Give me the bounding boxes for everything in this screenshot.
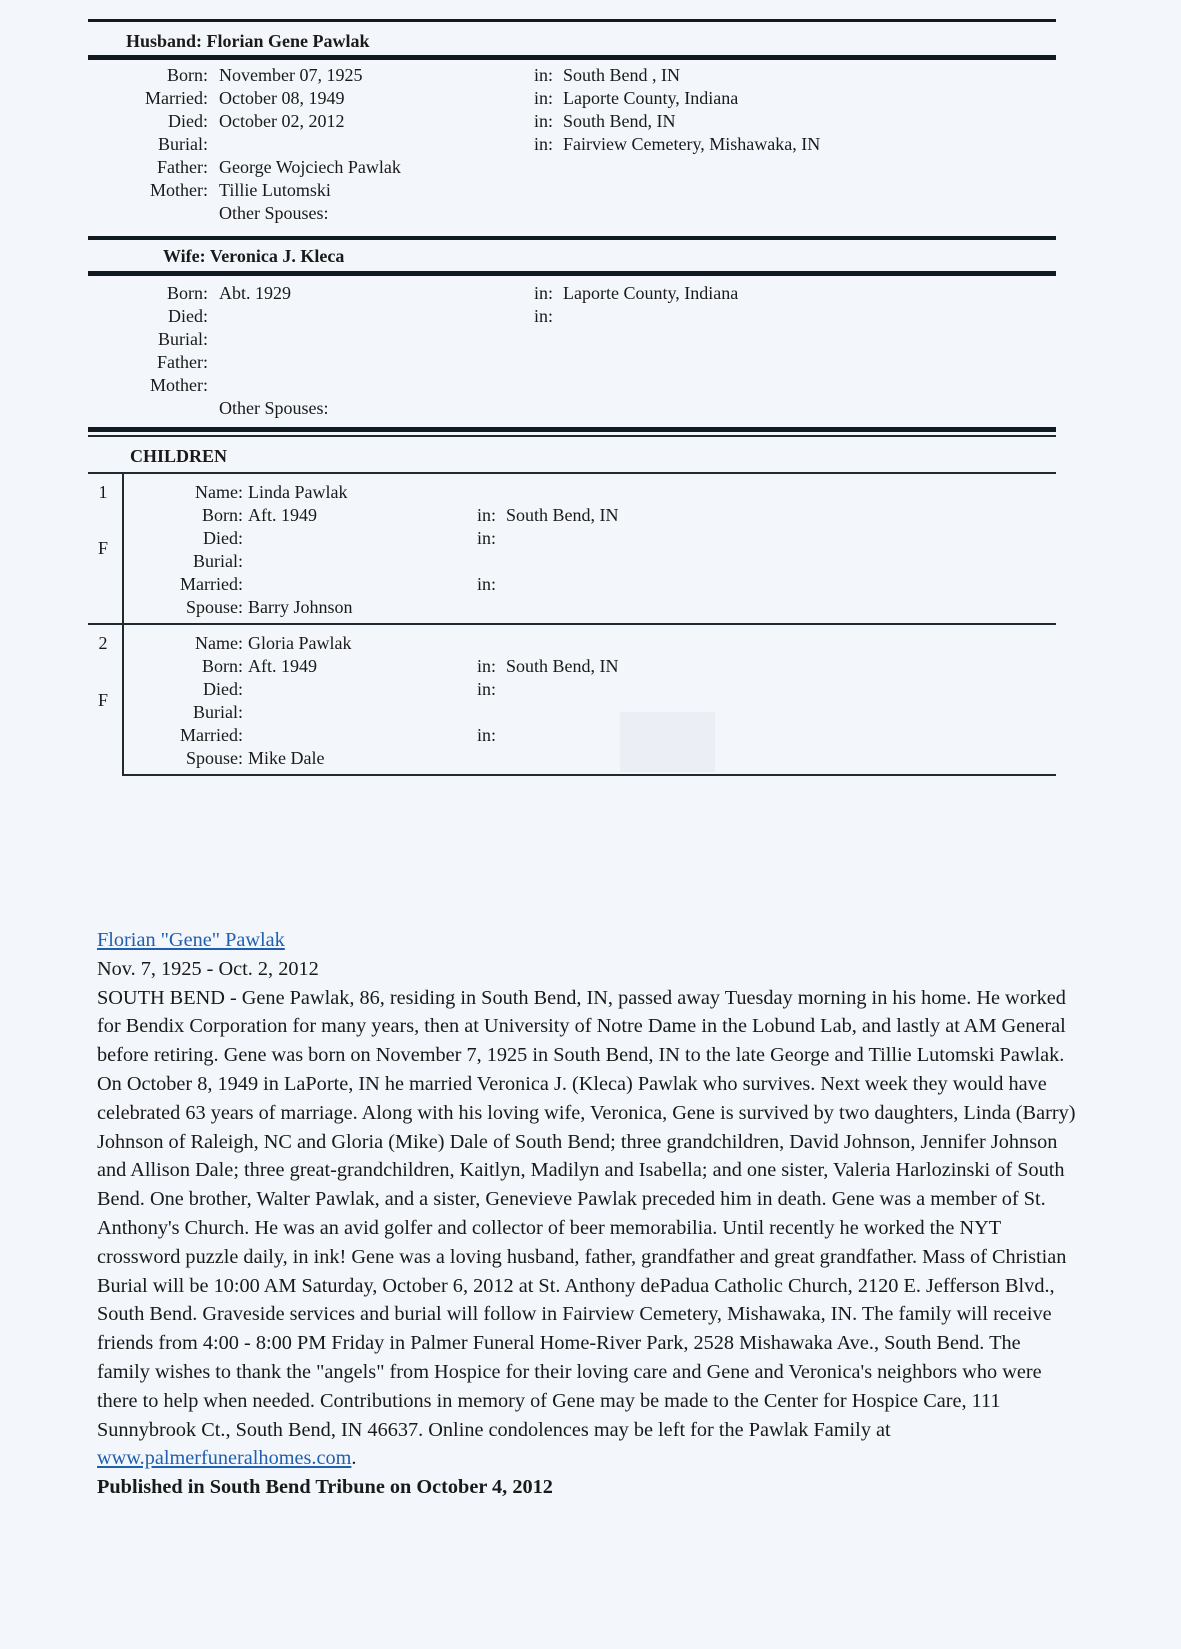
husband-header: Husband: Florian Gene Pawlak <box>126 31 370 51</box>
husband-father-label: Father: <box>157 157 208 177</box>
wife-born-place: Laporte County, Indiana <box>563 283 739 303</box>
paper-smudge <box>620 712 715 772</box>
wife-born-value: Abt. 1929 <box>219 283 291 303</box>
children-header: CHILDREN <box>130 446 228 466</box>
child-1-married-label: Married: <box>180 574 243 594</box>
husband-died-label: Died: <box>168 111 208 131</box>
child-2-born-label: Born: <box>201 656 243 676</box>
child-1-name-value: Linda Pawlak <box>248 482 348 502</box>
husband-name: Florian Gene Pawlak <box>206 31 370 51</box>
children-header-rule <box>88 472 1056 474</box>
wife-mother-label: Mother: <box>150 375 208 395</box>
child-2-sex: F <box>97 690 108 710</box>
child-1-sex: F <box>97 538 108 558</box>
wife-other-spouses: Other Spouses: <box>219 398 329 418</box>
husband-other-spouses: Other Spouses: <box>219 203 329 223</box>
obituary <box>97 926 1077 1502</box>
child-1-number: 1 <box>98 482 108 502</box>
husband-burial-place: Fairview Cemetery, Mishawaka, IN <box>563 134 821 154</box>
obituary-dates: Nov. 7, 1925 - Oct. 2, 2012 <box>97 957 319 980</box>
husband-mother-value: Tillie Lutomski <box>219 180 331 200</box>
child-1-married-in: in: <box>477 574 497 594</box>
wife-born-in: in: <box>534 283 554 303</box>
child-1-born-value: Aft. 1949 <box>248 505 317 525</box>
husband-born-label: Born: <box>166 65 208 85</box>
husband-married-place: Laporte County, Indiana <box>563 88 739 108</box>
child-2-married-label: Married: <box>180 725 243 745</box>
child-1-born-in: in: <box>477 505 497 525</box>
wife-died-label: Died: <box>168 306 208 326</box>
husband-died-value: October 02, 2012 <box>219 111 345 131</box>
children-top-rule-2 <box>88 435 1056 437</box>
child-1-spouse-value: Barry Johnson <box>248 597 353 617</box>
wife-died-in: in: <box>534 306 554 326</box>
child-divider <box>88 623 1056 625</box>
children-bottom-rule <box>122 774 1056 776</box>
wife-born-label: Born: <box>166 283 208 303</box>
child-2-married-in: in: <box>477 725 497 745</box>
child-2-spouse-value: Mike Dale <box>248 748 325 768</box>
child-2-died-in: in: <box>477 679 497 699</box>
obituary-body: SOUTH BEND - Gene Pawlak, 86, residing in South Bend, IN, passed away Tuesday morning in his home. He worked for Bendix Corporation for many years, then at University of Notre Dame in the Lobund Lab, and lastly at AM General before retiring. Gene was born on November 7, 1925 in South Bend, IN to the late George and Tillie Lutomski Pawlak. On October 8, 1949 in LaPorte, IN he married Veronica J. (Kleca) Pawlak who survives. Next week they would have celebrated 63 years of marriage. Along with his loving wife, Veronica, Gene is survived by two daughters, Linda (Barry) Johnson of Raleigh, NC and Gloria (Mike) Dale of South Bend; three grandchildren, David Johnson, Jennifer Johnson and Allison Dale; three great-grandchildren, Kaitlyn, Madilyn and Isabella; and one sister, Valeria Harlozinski of South Bend. One brother, Walter Pawlak, and a sister, Genevieve Pawlak preceded him in death. Gene was a member of St. Anthony's Church. He was an avid golfer and collector of beer memorabilia. Until recently he worked the NYT crossword puzzle daily, in ink! Gene was a loving husband, father, grandfather and great grandfather. Mass of Christian Burial will be 10:00 AM Saturday, October 6, 2012 at St. Anthony dePadua Catholic Church, 2120 E. Jefferson Blvd., South Bend. Graveside services and burial will follow in Fairview Cemetery, Mishawaka, IN. The family will receive friends from 4:00 - 8:00 PM Friday in Palmer Funeral Home-River Park, 2528 Mishawaka Ave., South Bend. The family wishes to thank the "angels" from Hospice for their loving care and Gene and Veronica's neighbors who were there to help when needed. Contributions in memory of Gene may be made to the Center for Hospice Care, 111 Sunnybrook Ct., South Bend, IN 46637. Online condolences may be left for the Pawlak Family at www.palmerfuneralhomes.com. <box>97 986 1076 1470</box>
child-1-died-label: Died: <box>203 528 243 548</box>
child-1-spouse-label: Spouse: <box>185 597 243 617</box>
published-note: Published in South Bend Tribune on October 4, 2012 <box>97 1476 553 1499</box>
child-2-born-value: Aft. 1949 <box>248 656 317 676</box>
husband-rule <box>88 55 1056 60</box>
wife-burial-label: Burial: <box>158 329 208 349</box>
child-2-name-label: Name: <box>195 633 243 653</box>
husband-father-value: George Wojciech Pawlak <box>219 157 401 177</box>
child-2-born-place: South Bend, IN <box>506 656 619 676</box>
wife-top-rule <box>88 236 1056 240</box>
husband-born-place: South Bend , IN <box>563 65 680 85</box>
husband-burial-in: in: <box>534 134 554 154</box>
husband-died-place: South Bend, IN <box>563 111 676 131</box>
top-rule <box>88 19 1056 22</box>
obituary-title-link[interactable]: Florian "Gene" Pawlak <box>97 929 285 951</box>
funeral-home-website-link[interactable]: www.palmerfuneralhomes.com <box>97 1447 352 1470</box>
child-2-number: 2 <box>98 633 108 653</box>
child-2-born-in: in: <box>477 656 497 676</box>
children-top-rule <box>88 427 1056 432</box>
child-1-burial-label: Burial: <box>193 551 243 571</box>
husband-born-in: in: <box>534 65 554 85</box>
child-2-name-value: Gloria Pawlak <box>248 633 352 653</box>
child-2-died-label: Died: <box>203 679 243 699</box>
child-1-born-place: South Bend, IN <box>506 505 619 525</box>
wife-header: Wife: Veronica J. Kleca <box>163 246 345 266</box>
child-1-died-in: in: <box>477 528 497 548</box>
husband-mother-label: Mother: <box>150 180 208 200</box>
child-1-born-label: Born: <box>201 505 243 525</box>
husband-burial-label: Burial: <box>158 134 208 154</box>
husband-died-in: in: <box>534 111 554 131</box>
child-1-name-label: Name: <box>195 482 243 502</box>
husband-born-value: November 07, 1925 <box>219 65 363 85</box>
child-2-burial-label: Burial: <box>193 702 243 722</box>
child-2-spouse-label: Spouse: <box>185 748 243 768</box>
husband-married-value: October 08, 1949 <box>219 88 345 108</box>
wife-father-label: Father: <box>157 352 208 372</box>
husband-married-in: in: <box>534 88 554 108</box>
husband-married-label: Married: <box>145 88 208 108</box>
wife-name: Veronica J. Kleca <box>209 246 345 266</box>
wife-rule <box>88 271 1056 276</box>
